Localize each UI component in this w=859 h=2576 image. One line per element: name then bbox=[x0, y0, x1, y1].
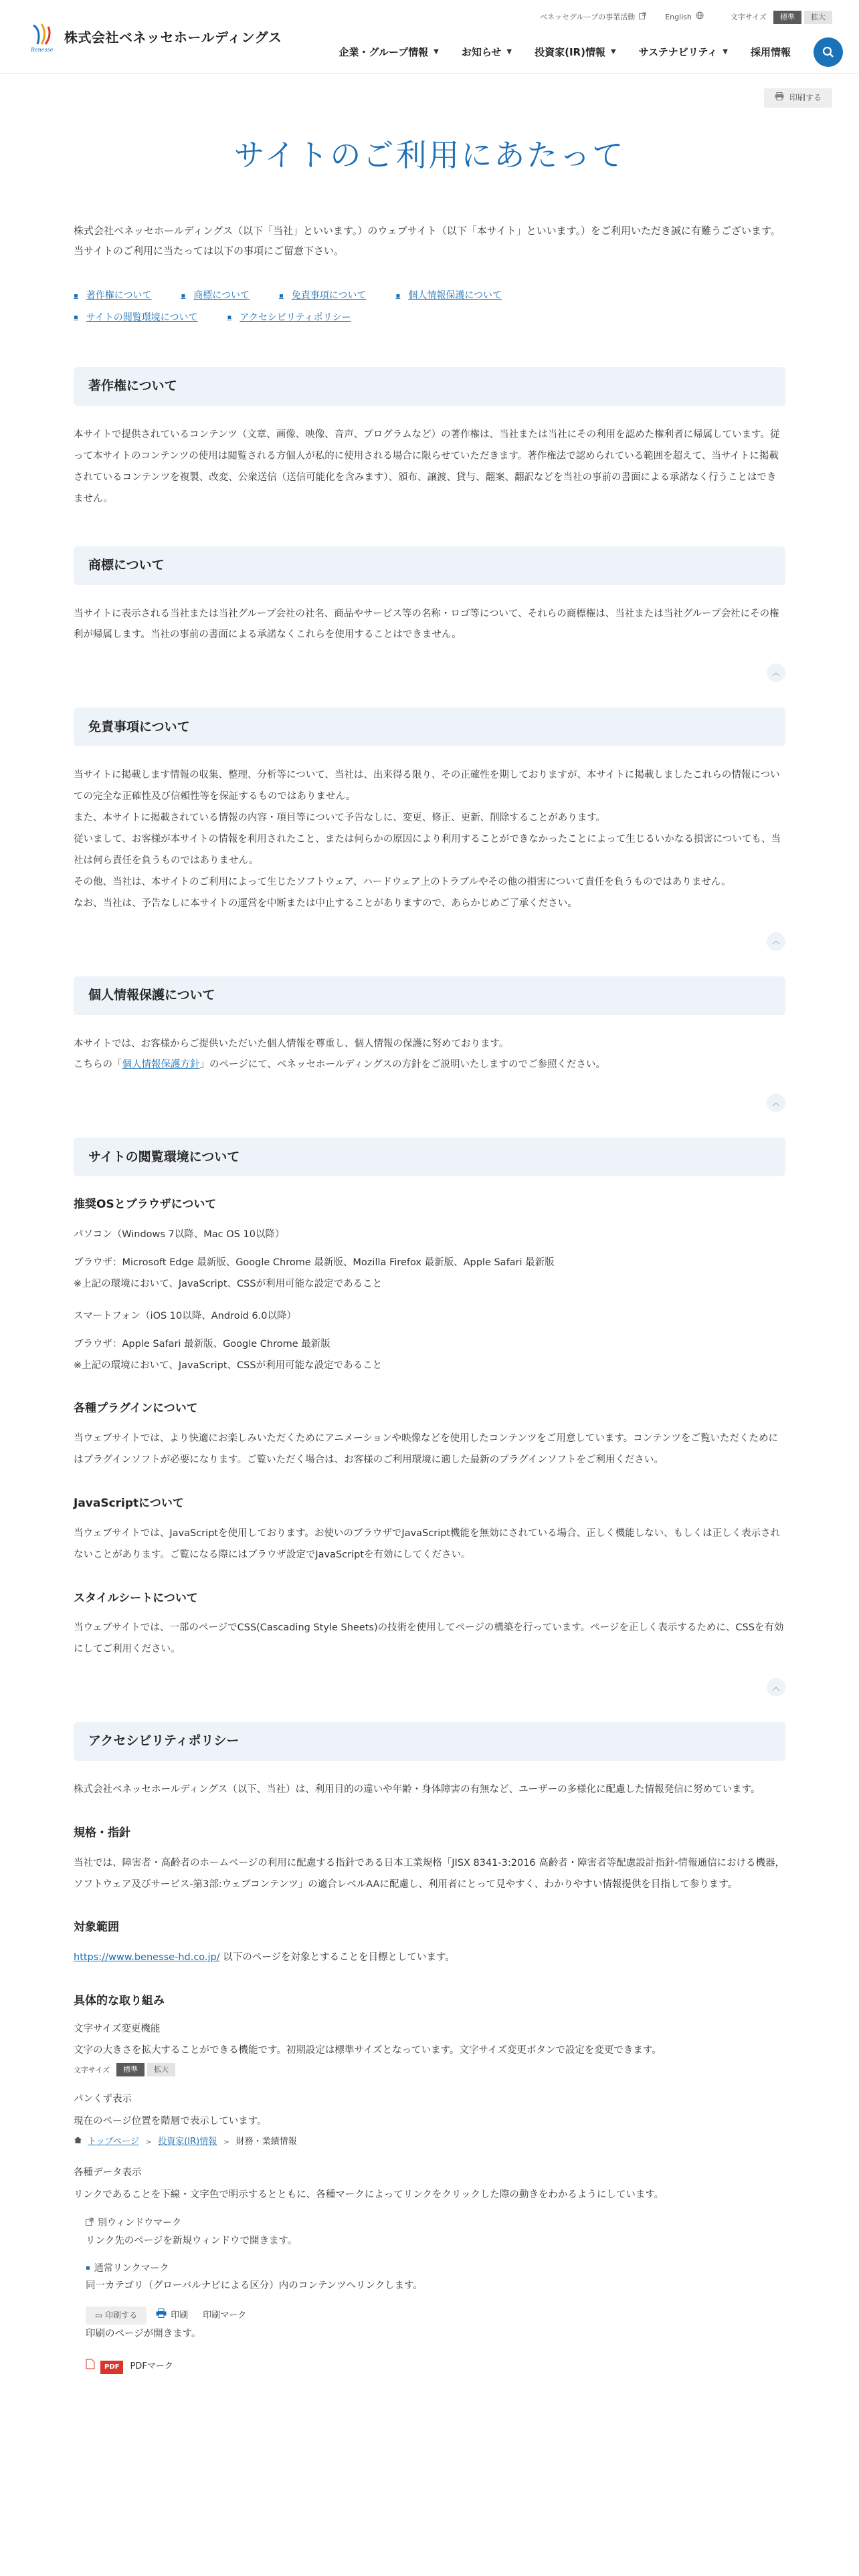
breadcrumb-demo bbox=[74, 2135, 785, 2150]
nav-item-company[interactable] bbox=[339, 43, 439, 61]
print-mark-body: 印刷のページが開きます。 bbox=[86, 2329, 201, 2340]
scope-url-link[interactable]: https://www.benesse-hd.co.jp/ bbox=[74, 1952, 220, 1963]
main-content bbox=[74, 221, 785, 2375]
stylesheet-body: 当ウェブサイトでは、一部のページでCSS(Cascading Style Sheets)の技術を使用してページの構築を行っています。ページを正しく表示するために、CSSを有効にしてご利用ください。 bbox=[74, 1622, 784, 1655]
section-heading-disclaimer: 免責事項について bbox=[74, 708, 785, 746]
print-mark-row bbox=[74, 2306, 785, 2325]
printer-icon bbox=[156, 2309, 167, 2324]
section-heading-privacy: 個人情報保護について bbox=[74, 976, 785, 1015]
breadcrumb-current: 財務・業績情報 bbox=[235, 2137, 297, 2147]
privacy-line: 本サイトでは、お客様からご提供いただいた個人情報を尊重し、個人情報の保護に努めております。 bbox=[74, 1038, 509, 1049]
nav-item-news[interactable] bbox=[462, 43, 512, 61]
plugin-heading: 各種プラグインについて bbox=[74, 1402, 198, 1416]
font-size-demo-label: 文字サイズ bbox=[74, 2065, 110, 2074]
new-window-mark-body: リンク先のページを新規ウィンドウで開きます。 bbox=[86, 2235, 298, 2246]
back-to-top-button[interactable] bbox=[767, 932, 785, 951]
section-heading-copyright: 著作権について bbox=[74, 367, 785, 406]
nav-label: 採用情報 bbox=[750, 45, 791, 58]
util-link-label: ベネッセグループの事業活動 bbox=[540, 13, 636, 22]
chevron-right-icon: > bbox=[145, 2139, 152, 2147]
chevron-down-icon: ▼ bbox=[434, 48, 439, 56]
font-size-feature-body: 文字の大きさを拡大することができる機能です。初期設定は標準サイズとなっています。文字サイズ変更ボタンで設定を変更できます。 bbox=[74, 2045, 662, 2056]
print-demo-button bbox=[86, 2306, 147, 2325]
scope-heading: 対象範囲 bbox=[74, 1921, 119, 1935]
privacy-text: 」のページにて、ベネッセホールディングスの方針をご説明いたしますのでご参照ください。 bbox=[199, 1059, 606, 1071]
document-icon bbox=[86, 2359, 95, 2375]
pc-note: ※上記の環境において、JavaScript、CSSが利用可能な設定であること bbox=[74, 1278, 383, 1289]
chevron-down-icon: ▼ bbox=[723, 48, 728, 56]
util-link-group-business[interactable] bbox=[540, 11, 646, 23]
sp-note: ※上記の環境において、JavaScript、CSSが利用可能な設定であること bbox=[74, 1360, 383, 1371]
company-name: 株式会社ベネッセホールディングス bbox=[64, 29, 282, 45]
disclaimer-para: 当サイトに掲載します情報の収集、整理、分析等について、当社は、出来得る限り、その正確性を期しておりますが、本サイトに掲載しましたこれらの情報についての完全な正確性及び信頼性等を保証するものではありません。 bbox=[74, 770, 780, 802]
pc-browser: ブラウザ：Microsoft Edge 最新版、Google Chrome 最新版、Mozilla Firefox 最新版、Apple Safari 最新版 bbox=[74, 1257, 555, 1268]
intro-text: 株式会社ベネッセホールディングス（以下「当社」といいます。）のウェブサイト（以下「本サイト」といいます。）をご利用いただき誠に有難うございます。当サイトのご利用に当たっては以下の事項にご留意下さい。 bbox=[74, 225, 781, 257]
chevron-down-icon: ▼ bbox=[610, 48, 616, 56]
scope-text: 以下のページを対象とすることを目標としています。 bbox=[219, 1952, 455, 1963]
normal-link-mark-body: 同一カテゴリ（グローバルナビによる区分）内のコンテンツへリンクします。 bbox=[86, 2280, 423, 2292]
anchor-link-environment[interactable]: ▪ サイトの閲覧環境について bbox=[74, 310, 198, 326]
standard-body: 当社では、障害者・高齢者のホームページの利用に配慮する指針である日本工業規格「JISX 8341-3:2016 高齢者・障害者等配慮設計指針-情報通信における機器，ソフトウェア及びサービス-第3部:ウェブコンテンツ」の適合レベルAAに配慮し、利用者にとって見やすく、わかりやすい情報提供を目指して参ります。 bbox=[74, 1857, 785, 1890]
chevron-up-icon: ︿ bbox=[771, 1097, 780, 1107]
anchor-link-accessibility[interactable]: ▪ アクセシビリティポリシー bbox=[227, 310, 351, 326]
external-link-icon bbox=[86, 2215, 94, 2232]
globe-icon bbox=[696, 11, 704, 23]
privacy-text: こちらの「 bbox=[74, 1059, 122, 1071]
search-button[interactable] bbox=[814, 37, 843, 67]
logo[interactable] bbox=[27, 21, 282, 53]
breadcrumb-feature-body: 現在のページ位置を階層で表示しています。 bbox=[74, 2115, 267, 2127]
search-icon bbox=[822, 46, 834, 58]
copyright-body: 本サイトで提供されているコンテンツ（文章、画像、映像、音声、プログラムなど）の著作権は、当社または当社にその利用を認めた権利者に帰属しています。従って本サイトのコンテンツの使用は閲覧される方個人が私的に使用される場合に限らせていただきます。著作権法で認められている範囲を超えて、当サイトに掲載されているコンテンツを複製、改変、公衆送信（送信可能化を含みます）、頒布、譲渡、貸与、翻案、翻訳などを当社の事前の書面による承諾なく行うことはできません。 bbox=[74, 429, 780, 504]
printer-icon bbox=[775, 91, 784, 105]
util-link-label: English bbox=[665, 13, 692, 22]
normal-link-mark-row bbox=[74, 2260, 785, 2277]
nav-label: 企業・グループ情報 bbox=[339, 45, 429, 58]
pc-label: パソコン（Windows 7以降、Mac OS 10以降） bbox=[74, 1229, 285, 1241]
stylesheet-heading: スタイルシートについて bbox=[74, 1591, 198, 1605]
print-demo-label: 印刷する bbox=[105, 2311, 138, 2321]
breadcrumb-feature-heading: パンくず表示 bbox=[74, 2094, 132, 2105]
marks-feature-heading: 各種データ表示 bbox=[74, 2167, 142, 2179]
disclaimer-para: 従いまして、お客様が本サイトの情報を利用されたこと、または何らかの原因により利用することができなかったことによって生じるいかなる損害についても、当社は何ら責任を負うものではありません。 bbox=[74, 834, 781, 866]
font-size-large-button[interactable]: 拡大 bbox=[804, 11, 832, 24]
font-size-standard-button[interactable]: 標準 bbox=[773, 11, 801, 24]
anchor-link-privacy[interactable]: ▪ 個人情報保護について bbox=[396, 288, 502, 304]
os-browser-heading: 推奨OSとブラウザについて bbox=[74, 1198, 217, 1212]
benesse-logo-icon bbox=[27, 21, 59, 53]
print-button[interactable] bbox=[764, 88, 832, 108]
standard-heading: 規格・指針 bbox=[74, 1826, 130, 1840]
marks-feature-body: リンクであることを下線・文字色で明示するとともに、各種マークによってリンクをクリックした際の動きをわかるようにしています。 bbox=[74, 2189, 664, 2200]
util-link-english[interactable] bbox=[665, 11, 704, 23]
nav-item-recruit[interactable] bbox=[751, 43, 791, 61]
nav-item-sustainability[interactable] bbox=[639, 43, 728, 61]
home-icon bbox=[74, 2135, 82, 2150]
pdf-mark-label: PDFマーク bbox=[130, 2361, 173, 2372]
chevron-down-icon: ▼ bbox=[506, 48, 512, 56]
javascript-body: 当ウェブサイトでは、JavaScriptを使用しております。お使いのブラウザでJavaScript機能を無効にされている場合、正しく機能しない、もしくは正しく表示されないことがあります。ご覧になる際にはブラウザ設定でJavaScriptを有効にしてください。 bbox=[74, 1527, 781, 1560]
utility-nav bbox=[521, 11, 832, 24]
font-size-label: 文字サイズ bbox=[730, 13, 767, 22]
site-header bbox=[0, 0, 859, 74]
normal-link-mark-label: 通常リンクマーク bbox=[94, 2262, 169, 2274]
font-size-feature-heading: 文字サイズ変更機能 bbox=[74, 2023, 161, 2034]
pdf-badge: PDF bbox=[100, 2361, 123, 2374]
font-size-demo-large: 拡大 bbox=[147, 2063, 175, 2076]
sp-label: スマートフォン（iOS 10以降、Android 6.0以降） bbox=[74, 1310, 296, 1321]
nav-label: サステナビリティ bbox=[638, 45, 718, 58]
anchor-link-disclaimer[interactable]: ▪ 免責事項について bbox=[279, 288, 367, 304]
chevron-up-icon: ︿ bbox=[771, 1682, 780, 1692]
pdf-mark-row bbox=[74, 2359, 785, 2375]
print-mark-label: 印刷マーク bbox=[203, 2310, 247, 2321]
scope-line bbox=[74, 1947, 785, 1969]
chevron-up-icon: ︿ bbox=[771, 667, 780, 677]
print-button-label: 印刷する bbox=[789, 93, 822, 102]
svg-text:Benesse: Benesse bbox=[31, 47, 54, 53]
plugin-body: 当ウェブサイトでは、より快適にお楽しみいただくためにアニメーションや映像などを使用したコンテンツをご用意しています。コンテンツをご覧いただくためにはプラグインソフトが必要になります。ご覧いただく場合は、お客様のご利用環境に適した最新のプラグインソフトをご利用ください。 bbox=[74, 1433, 778, 1466]
nav-label: 投資家(IR)情報 bbox=[535, 45, 605, 58]
disclaimer-para: また、本サイトに掲載されている情報の内容・項目等について予告なしに、変更、修正、更新、削除することがあります。 bbox=[74, 813, 606, 824]
font-size-demo bbox=[74, 2063, 785, 2076]
anchor-links bbox=[74, 288, 582, 331]
measures-heading: 具体的な取り組み bbox=[74, 1994, 165, 2008]
back-to-top-button[interactable] bbox=[767, 1678, 785, 1697]
section-heading-environment: サイトの閲覧環境について bbox=[74, 1138, 785, 1176]
print-icon-label: 印刷 bbox=[171, 2310, 189, 2321]
chevron-up-icon: ︿ bbox=[771, 936, 780, 946]
nav-label: お知らせ bbox=[461, 45, 502, 58]
sp-browser: ブラウザ：Apple Safari 最新版、Google Chrome 最新版 bbox=[74, 1338, 330, 1350]
printer-icon: ▭ bbox=[95, 2311, 103, 2321]
section-heading-accessibility: アクセシビリティポリシー bbox=[74, 1722, 785, 1761]
breadcrumb-link-ir[interactable]: 投資家(IR)情報 bbox=[158, 2137, 217, 2147]
privacy-policy-link[interactable]: 個人情報保護方針 bbox=[122, 1059, 200, 1071]
anchor-link-copyright[interactable]: ▪ 著作権について bbox=[74, 288, 152, 304]
accessibility-body: 株式会社ベネッセホールディングス（以下、当社）は、利用目的の違いや年齢・身体障害の有無など、ユーザーの多様化に配慮した情報発信に努めています。 bbox=[74, 1784, 761, 1796]
external-link-icon bbox=[639, 11, 646, 23]
global-nav bbox=[339, 37, 843, 67]
disclaimer-para: その他、当社は、本サイトのご利用によって生じたソフトウェア、ハードウェア上のトラブルやその他の損害について責任を負うものではありません。 bbox=[74, 876, 731, 887]
back-to-top-button[interactable] bbox=[767, 663, 785, 682]
disclaimer-para: なお、当社は、予告なしに本サイトの運営を中断または中止することがありますので、あらかじめご了承ください。 bbox=[74, 897, 577, 909]
javascript-heading: JavaScriptについて bbox=[74, 1496, 184, 1510]
breadcrumb-link-top[interactable]: トップページ bbox=[88, 2137, 139, 2147]
anchor-link-trademark[interactable]: ▪ 商標について bbox=[181, 288, 250, 304]
page-title: サイトのご利用にあたって bbox=[233, 137, 626, 173]
font-size-demo-standard: 標準 bbox=[116, 2063, 145, 2076]
bullet-icon: ▪ bbox=[86, 2264, 90, 2272]
chevron-right-icon: > bbox=[223, 2139, 229, 2147]
back-to-top-button[interactable] bbox=[767, 1093, 785, 1112]
new-window-mark-row bbox=[74, 2215, 785, 2232]
new-window-mark-label: 別ウィンドウマーク bbox=[98, 2218, 182, 2229]
trademark-body: 当サイトに表示される当社または当社グループ会社の社名、商品やサービス等の名称・ロゴ等について、それらの商標権は、当社または当社グループ会社にその権利が帰属します。当社の事前の書面による承諾なくこれらを使用することはできません。 bbox=[74, 608, 779, 641]
privacy-line bbox=[74, 1055, 785, 1076]
section-heading-trademark: 商標について bbox=[74, 546, 785, 585]
nav-item-ir[interactable] bbox=[535, 43, 616, 61]
